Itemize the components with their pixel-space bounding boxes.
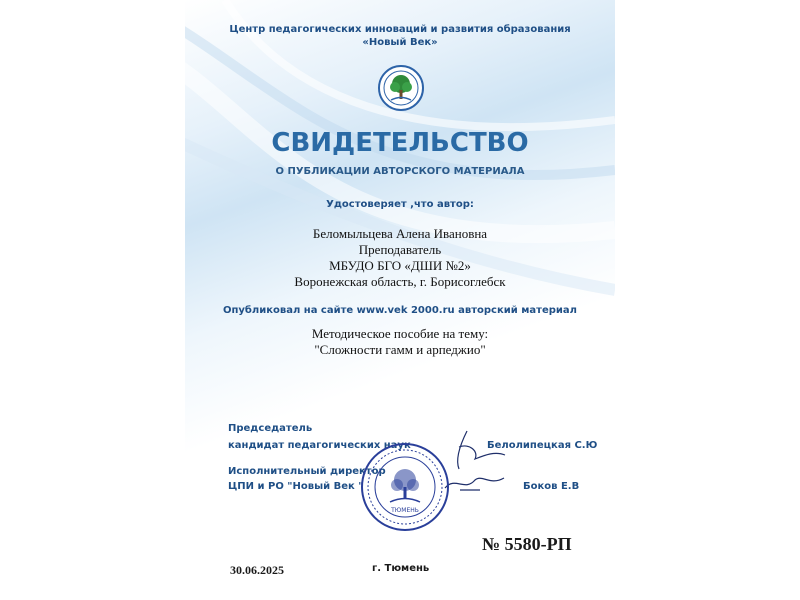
chair-degree: кандидат педагогических наук <box>228 440 411 451</box>
certifies-label: Удостоверяет ,что автор: <box>326 199 474 210</box>
certificate-number: № 5580-РП <box>482 534 572 554</box>
emblem-logo <box>377 64 425 112</box>
material-line-1: Методическое пособие на тему: <box>311 326 489 341</box>
published-label: Опубликовал на сайте www.vek 2000.ru авторский материал <box>223 305 577 316</box>
issue-city: г. Тюмень <box>372 563 430 574</box>
director-name: Боков Е.В <box>523 481 580 492</box>
certificate <box>185 0 615 600</box>
issue-date: 30.06.2025 <box>230 563 284 577</box>
round-seal <box>360 442 450 532</box>
director-org: ЦПИ и РО "Новый Век " <box>228 481 364 492</box>
author-location: Воронежская область, г. Борисоглебск <box>294 274 506 289</box>
author-organization: МБУДО БГО «ДШИ №2» <box>329 258 471 273</box>
certificate-subtitle: О ПУБЛИКАЦИИ АВТОРСКОГО МАТЕРИАЛА <box>275 166 525 177</box>
signature-director <box>440 468 510 498</box>
seal-city-text: ТЮМЕНЬ <box>391 507 419 514</box>
certificate-title: СВИДЕТЕЛЬСТВО <box>271 128 529 158</box>
chair-name: Белолипецкая С.Ю <box>487 440 598 451</box>
material-title: "Сложности гамм и арпеджио" <box>314 342 486 357</box>
chair-title: Председатель <box>228 423 313 434</box>
director-title: Исполнительный директор <box>228 466 386 477</box>
author-position: Преподаватель <box>358 242 442 257</box>
header-line-1: Центр педагогических инноваций и развития образования <box>229 24 571 35</box>
author-name: Беломыльцева Алена Ивановна <box>312 226 488 241</box>
header-line-2: «Новый Век» <box>362 37 438 48</box>
